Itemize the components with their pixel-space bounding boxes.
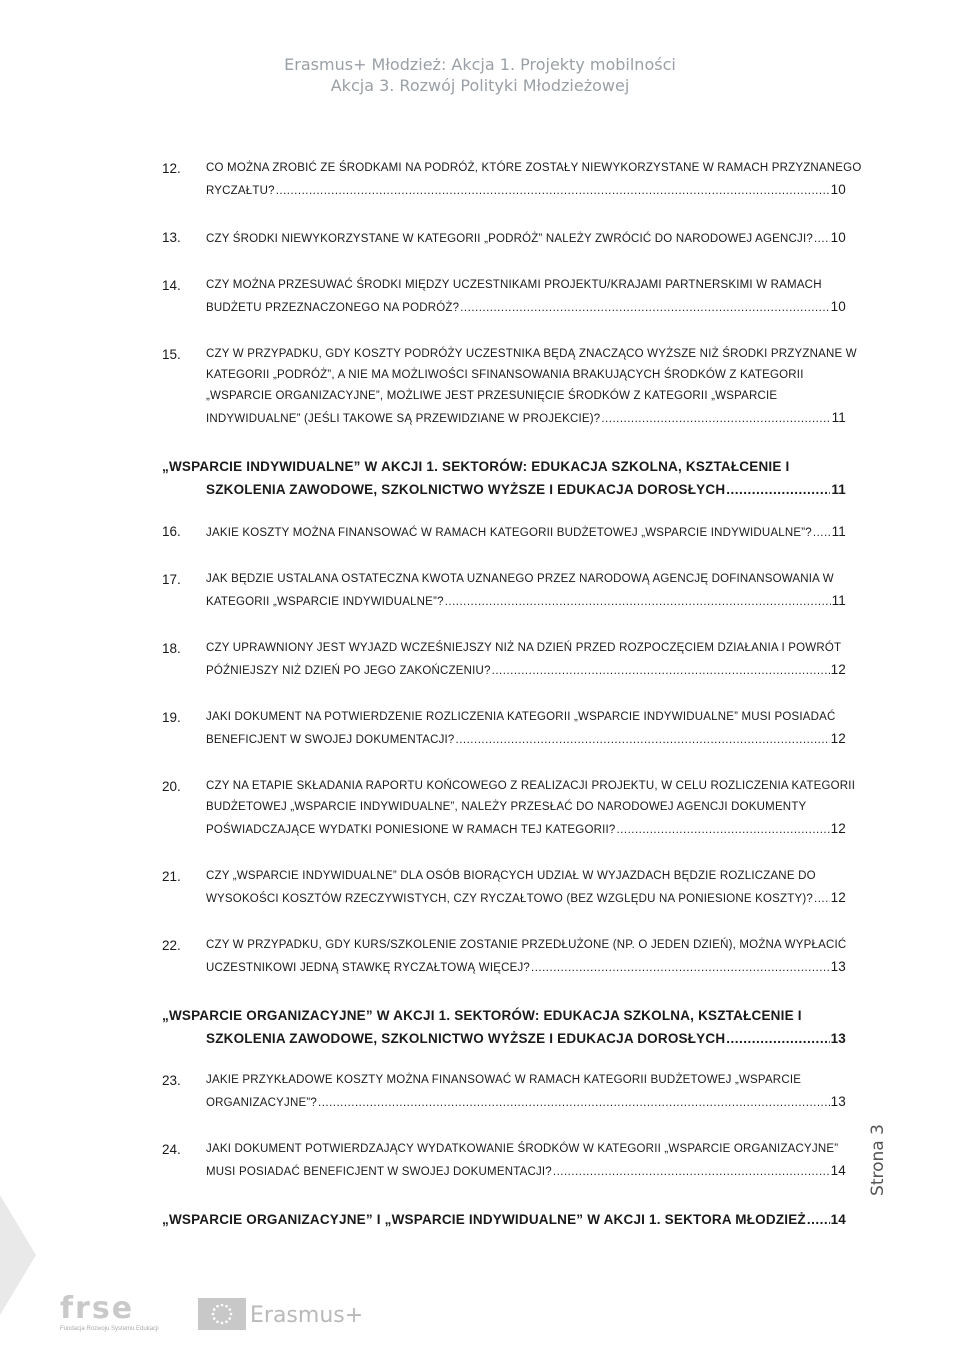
toc-page-number: 13 [830,959,846,974]
toc-entry[interactable] [162,569,846,613]
toc-dot-leader [807,1208,830,1231]
toc-entry-text: JAKIE PRZYKŁADOWE KOSZTY MOŻNA FINANSOWAĆ W RAMACH KATEGORII BUDŻETOWEJ „WSPARCIE [206,1074,802,1086]
toc-entry-number: 18. [162,641,181,656]
toc-entry-text: CZY NA ETAPIE SKŁADANIA RAPORTU KOŃCOWEGO Z REALIZACJI PROJEKTU, W CELU ROZLICZENIA KATEGORII [206,780,856,792]
erasmus-plus-logo: Erasmus+ [250,1303,364,1328]
toc-entry-number: 21. [162,869,181,884]
toc-entry[interactable] [162,227,846,250]
toc-entry-text: „WSPARCIE ORGANIZACYJNE” I „WSPARCIE INDYWIDUALNE” W AKCJI 1. SEKTORA MŁODZIEŻ [162,1212,806,1227]
toc-entry-text: „WSPARCIE INDYWIDUALNE” W AKCJI 1. SEKTORÓW: EDUKACJA SZKOLNA, KSZTAŁCENIE I [162,459,790,474]
frse-logo-mark: frse [60,1291,135,1326]
eu-flag-icon [198,1298,246,1330]
toc-entry-number: 16. [162,524,181,539]
toc-entry-text: UCZESTNIKOWI JEDNĄ STAWKĘ RYCZAŁTOWĄ WIĘCEJ? [206,962,531,974]
toc-page-number: 11 [831,593,846,608]
toc-entry-text: CO MOŻNA ZROBIĆ ZE ŚRODKAMI NA PODRÓŻ, KTÓRE ZOSTAŁY NIEWYKORZYSTANE W RAMACH PRZYZNANEGO [206,162,862,174]
page-number-label: Strona 3 [868,1124,888,1196]
table-of-contents [162,158,862,1251]
toc-dot-leader [276,181,830,202]
toc-entry-number: 17. [162,572,181,587]
toc-page-number: 13 [830,1031,846,1046]
toc-entry-text: „WSPARCIE ORGANIZACYJNE”, MOŻLIWE JEST PRZESUNIĘCIE ŚRODKÓW Z KATEGORII „WSPARCIE [206,390,778,402]
toc-entry-text: KATEGORII „WSPARCIE INDYWIDUALNE”? [206,596,444,608]
toc-entry-text: MUSI POSIADAĆ BENEFICJENT W SWOJEJ DOKUMENTACJI? [206,1166,552,1178]
toc-entry-text: CZY W PRZYPADKU, GDY KOSZTY PODRÓŻY UCZESTNIKA BĘDĄ ZNACZĄCO WYŻSZE NIŻ ŚRODKI PRZYZNANE W [206,348,857,360]
toc-page-number: 10 [830,299,846,314]
header-line-1: Erasmus+ Młodzież: Akcja 1. Projekty mobilności [284,55,676,74]
toc-entry-number: 24. [162,1142,181,1157]
toc-entry-text: JAKIE KOSZTY MOŻNA FINANSOWAĆ W RAMACH KATEGORII BUDŻETOWEJ „WSPARCIE INDYWIDUALNE”? [206,527,812,539]
toc-page-number: 12 [830,662,846,677]
toc-entry-text: CZY ŚRODKI NIEWYKORZYSTANE W KATEGORII „PODRÓŻ” NALEŻY ZWRÓCIĆ DO NARODOWEJ AGENCJI? [206,233,813,245]
toc-entry[interactable] [162,638,846,682]
toc-entry-number: 12. [162,161,181,176]
toc-entry[interactable] [162,158,862,202]
toc-entry[interactable] [162,935,846,979]
toc-entry[interactable] [162,275,846,319]
toc-entry-text: INDYWIDUALNE” (JEŚLI TAKOWE SĄ PRZEWIDZIANE W PROJEKCIE)? [206,413,601,425]
toc-section-heading[interactable] [162,455,846,501]
corner-decoration-lower [0,1255,36,1315]
toc-dot-leader [814,889,830,910]
toc-entry-text: „WSPARCIE ORGANIZACYJNE” W AKCJI 1. SEKTORÓW: EDUKACJA SZKOLNA, KSZTAŁCENIE I [162,1008,802,1023]
toc-dot-leader [726,1027,829,1050]
toc-section-heading[interactable] [162,1004,846,1050]
toc-entry-text: PÓŹNIEJSZY NIŻ DZIEŃ PO JEGO ZAKOŃCZENIU? [206,665,491,677]
toc-dot-leader [492,661,830,682]
frse-logo [60,1291,159,1332]
toc-entry-text: JAK BĘDZIE USTALANA OSTATECZNA KWOTA UZNANEGO PRZEZ NARODOWĄ AGENCJĘ DOFINANSOWANIA W [206,573,834,585]
toc-dot-leader [814,229,830,250]
toc-entry-number: 15. [162,347,181,362]
toc-page-number: 11 [831,482,846,497]
toc-entry-number: 20. [162,779,181,794]
toc-dot-leader [456,730,830,751]
header-line-2: Akcja 3. Rozwój Polityki Młodzieżowej [330,76,630,95]
toc-entry-text: BUDŻETU PRZEZNACZONEGO NA PODRÓŻ? [206,302,460,314]
toc-dot-leader [616,820,829,841]
toc-page-number: 12 [830,821,846,836]
toc-entry-text: CZY W PRZYPADKU, GDY KURS/SZKOLENIE ZOSTANIE PRZEDŁUŻONE (NP. O JEDEN DZIEŃ), MOŻNA WYPŁACIĆ [206,939,847,951]
toc-entry[interactable] [162,1070,846,1114]
toc-section-heading[interactable] [162,1208,846,1231]
toc-entry-text: ORGANIZACYJNE”? [206,1097,317,1109]
frse-logo-subtitle: Fundacja Rozwoju Systemu Edukacji [60,1326,159,1332]
toc-entry-text: POŚWIADCZAJĄCE WYDATKI PONIESIONE W RAMACH TEJ KATEGORII? [206,824,616,836]
toc-entry-text: CZY „WSPARCIE INDYWIDUALNE” DLA OSÓB BIORĄCYCH UDZIAŁ W WYJAZDACH BĘDZIE ROZLICZANE DO [206,870,816,882]
toc-dot-leader [460,298,829,319]
toc-entry-text: RYCZAŁTU? [206,185,275,197]
toc-dot-leader [531,958,830,979]
page-number-side [866,1120,890,1200]
toc-entry-number: 13. [162,230,181,245]
toc-entry-text: CZY MOŻNA PRZESUWAĆ ŚRODKI MIĘDZY UCZESTNIKAMI PROJEKTU/KRAJAMI PARTNERSKIMI W RAMACH [206,279,822,291]
toc-entry-number: 22. [162,938,181,953]
toc-dot-leader [813,523,831,544]
toc-dot-leader [318,1093,830,1114]
toc-page-number: 14 [830,1212,846,1227]
toc-entry-text: KATEGORII „PODRÓŻ”, A NIE MA MOŻLIWOŚCI SFINANSOWANIA BRAKUJĄCYCH ŚRODKÓW Z KATEGORII [206,369,804,381]
toc-entry[interactable] [162,776,856,841]
toc-entry[interactable] [162,707,846,751]
toc-dot-leader [553,1162,830,1183]
toc-entry-text: JAKI DOKUMENT POTWIERDZAJĄCY WYDATKOWANIE ŚRODKÓW W KATEGORII „WSPARCIE ORGANIZACYJNE” [206,1143,839,1155]
toc-page-number: 12 [830,890,846,905]
page-header [0,54,960,96]
toc-entry-number: 23. [162,1073,181,1088]
toc-entry-text: JAKI DOKUMENT NA POTWIERDZENIE ROZLICZENIA KATEGORII „WSPARCIE INDYWIDUALNE” MUSI POSIADAĆ [206,711,836,723]
toc-entry-text: BUDŻETOWEJ „WSPARCIE INDYWIDUALNE”, NALEŻY PRZESŁAĆ DO NARODOWEJ AGENCJI DOKUMENTY [206,801,807,813]
toc-entry[interactable] [162,866,846,910]
toc-page-number: 11 [831,524,846,539]
toc-page-number: 10 [830,230,846,245]
toc-entry[interactable] [162,521,846,544]
toc-entry-number: 19. [162,710,181,725]
toc-dot-leader [726,478,830,501]
toc-entry[interactable] [162,1139,846,1183]
toc-entry-text: SZKOLENIA ZAWODOWE, SZKOLNICTWO WYŻSZE I EDUKACJA DOROSŁYCH [206,1031,726,1046]
toc-dot-leader [445,592,831,613]
toc-page-number: 11 [831,410,846,425]
toc-entry-text: SZKOLENIA ZAWODOWE, SZKOLNICTWO WYŻSZE I EDUKACJA DOROSŁYCH [206,482,726,497]
toc-entry-text: BENEFICJENT W SWOJEJ DOKUMENTACJI? [206,734,455,746]
toc-page-number: 13 [830,1094,846,1109]
toc-entry-text: WYSOKOŚCI KOSZTÓW RZECZYWISTYCH, CZY RYCZAŁTOWO (BEZ WZGLĘDU NA PONIESIONE KOSZTY)? [206,893,813,905]
toc-entry[interactable] [162,344,857,430]
toc-entry-text: CZY UPRAWNIONY JEST WYJAZD WCZEŚNIEJSZY NIŻ NA DZIEŃ PRZED ROZPOCZĘCIEM DZIAŁANIA I POWRÓT [206,642,842,654]
toc-page-number: 14 [830,1163,846,1178]
toc-entry-number: 14. [162,278,181,293]
toc-dot-leader [601,409,830,430]
corner-decoration [0,1195,36,1255]
toc-page-number: 10 [830,182,846,197]
toc-page-number: 12 [830,731,846,746]
